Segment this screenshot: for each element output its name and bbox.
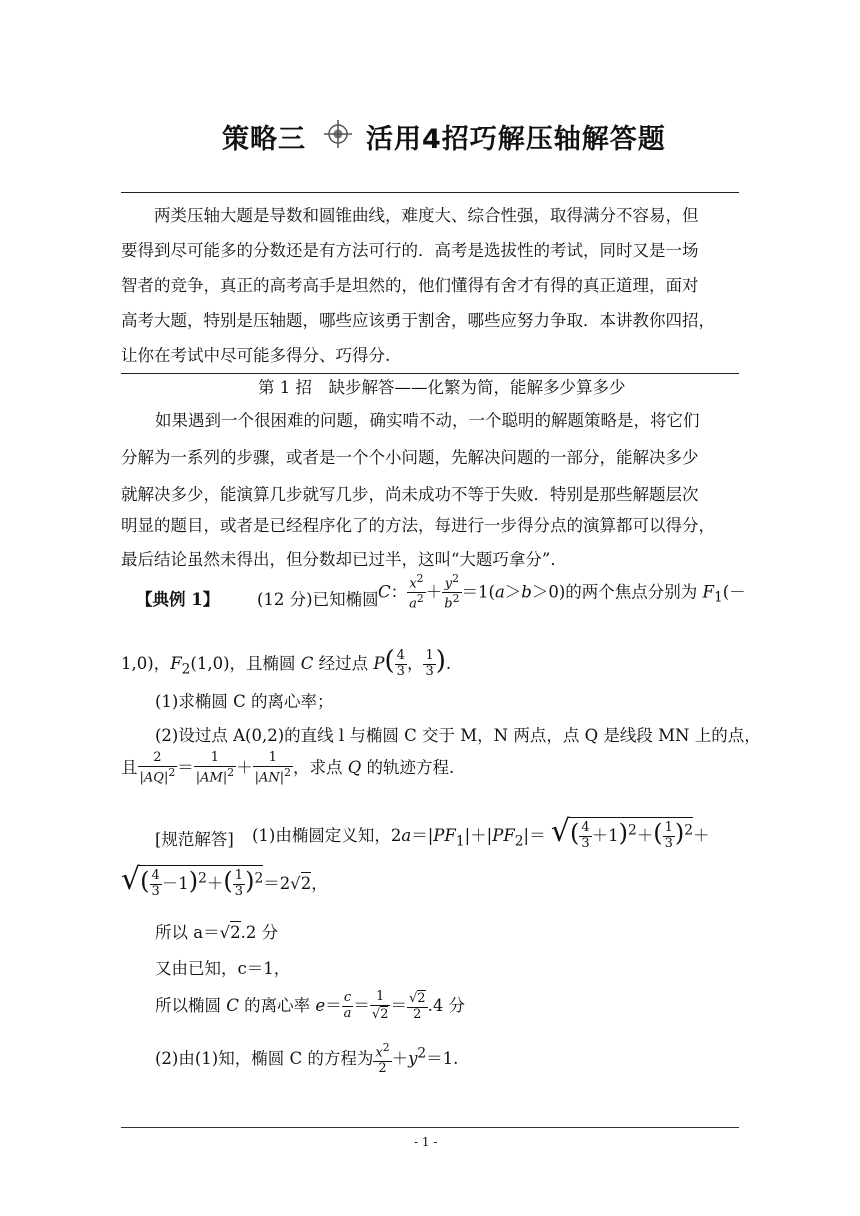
solution-line-1: (1)由椭圆定义知，$2a=|PF_1|+|PF_2|=$ √( $\frac{4}{3}$ ＋1)$^2$＋( $\frac{1}{3}$ )$^2$＋ — [252, 814, 710, 851]
page-title: 活用4招巧解压轴解答题 — [366, 124, 666, 155]
solution-label: [规范解答] — [155, 830, 234, 849]
example-line-2: 1,0)，$F_2(1,0)$，且椭圆 C 经过点 P( $\frac{4}{3}$ ， $\frac{1}{3}$ ). — [121, 646, 452, 679]
solution-line-eq: (2)由(1)知，椭圆 C 的方程为 $\frac{x^2}{2}$ $+y^2=1$. — [155, 1041, 459, 1077]
paragraph-line: 明显的题目，或者是已经程序化了的方法，每进行一步得分点的演算都可以得分， — [121, 516, 715, 535]
intro-line: 智者的竞争，真正的高考高手是坦然的，他们懂得有舍才有得的真正道理，面对 — [121, 276, 699, 295]
intro-line: 让你在考试中尽可能多得分、巧得分. — [121, 346, 391, 365]
crosshair-icon — [322, 118, 354, 154]
example-score: (12 分)已知椭圆 — [257, 590, 379, 609]
intro-line: 要得到尽可能多的分数还是有方法可行的．高考是选拔性的考试，同时又是一场 — [121, 241, 699, 260]
page-number: - 1 - — [414, 1135, 438, 1149]
solution-line-e: 所以椭圆 C 的离心率 e＝ $\frac{c}{a}$ ＝ $\frac{1}{√2}$ ＝ $\frac{√2}{2}$ .4 分 — [155, 989, 466, 1022]
condition-line: 且 $\frac{2}{|AQ|^2}$ ＝ $\frac{1}{|AM|^2}$ ＋ $\frac{1}{|AN|^2}$ ，求点 Q 的轨迹方程. — [121, 750, 455, 786]
example-label — [136, 586, 219, 610]
paragraph-line: 如果遇到一个很困难的问题，确实啃不动，一个聪明的解题策略是，将它们 — [155, 411, 700, 430]
intro-line: 两类压轴大题是导数和圆锥曲线，难度大、综合性强，取得满分不容易，但 — [154, 206, 699, 225]
footer-rule — [121, 1127, 739, 1128]
part-1: (1)求椭圆 C 的离心率； — [155, 692, 334, 711]
intro-top-rule — [121, 192, 739, 193]
example-label-text: 【典例 1】 — [136, 590, 220, 609]
paragraph-line: 就解决多少，能演算几步就写几步，尚未成功不等于失败．特别是那些解题层次 — [121, 485, 699, 504]
part-2: (2)设过点 A(0,2)的直线 l 与椭圆 C 交于 M，N 两点，点 Q 是线段 MN 上的点， — [155, 726, 761, 745]
solution-line-a-text: 所以 a＝ — [155, 923, 220, 942]
ellipse-equation: C： $\frac{x^2}{a^2}$ ＋ $\frac{y^2}{b^2}$ ＝1(a＞b＞0)的两个焦点分别为 $F_1(-$ — [378, 572, 746, 612]
score-4: 4 分 — [432, 995, 466, 1015]
score-2: 2 分 — [245, 923, 279, 942]
solution-line-eq-text: (2)由(1)知，椭圆 C 的方程为 — [155, 1049, 374, 1069]
strategy-label: 策略三 — [222, 124, 306, 155]
intro-line: 高考大题，特别是压轴题，哪些应该勇于割舍，哪些应努力争取．本讲教你四招， — [121, 311, 715, 330]
solution-line-2: √( $\frac{4}{3}$ －1)$^2$＋( $\frac{1}{3}$ )$^2$＝2√2， — [121, 862, 328, 899]
solution-line-c: 又由已知，c＝1， — [155, 959, 291, 978]
intro-text — [121, 198, 739, 373]
section-heading: 第 1 招 缺步解答——化繁为简，能解多少算多少 — [258, 378, 626, 397]
paragraph-line: 最后结论虽然未得出，但分数却已过半，这叫“大题巧拿分”． — [121, 550, 567, 569]
solution-line-a: 所以 a＝√2.2 分 — [155, 923, 279, 942]
paragraph-line: 分解为一系列的步骤，或者是一个个小问题，先解决问题的一部分，能解决多少 — [121, 448, 699, 467]
